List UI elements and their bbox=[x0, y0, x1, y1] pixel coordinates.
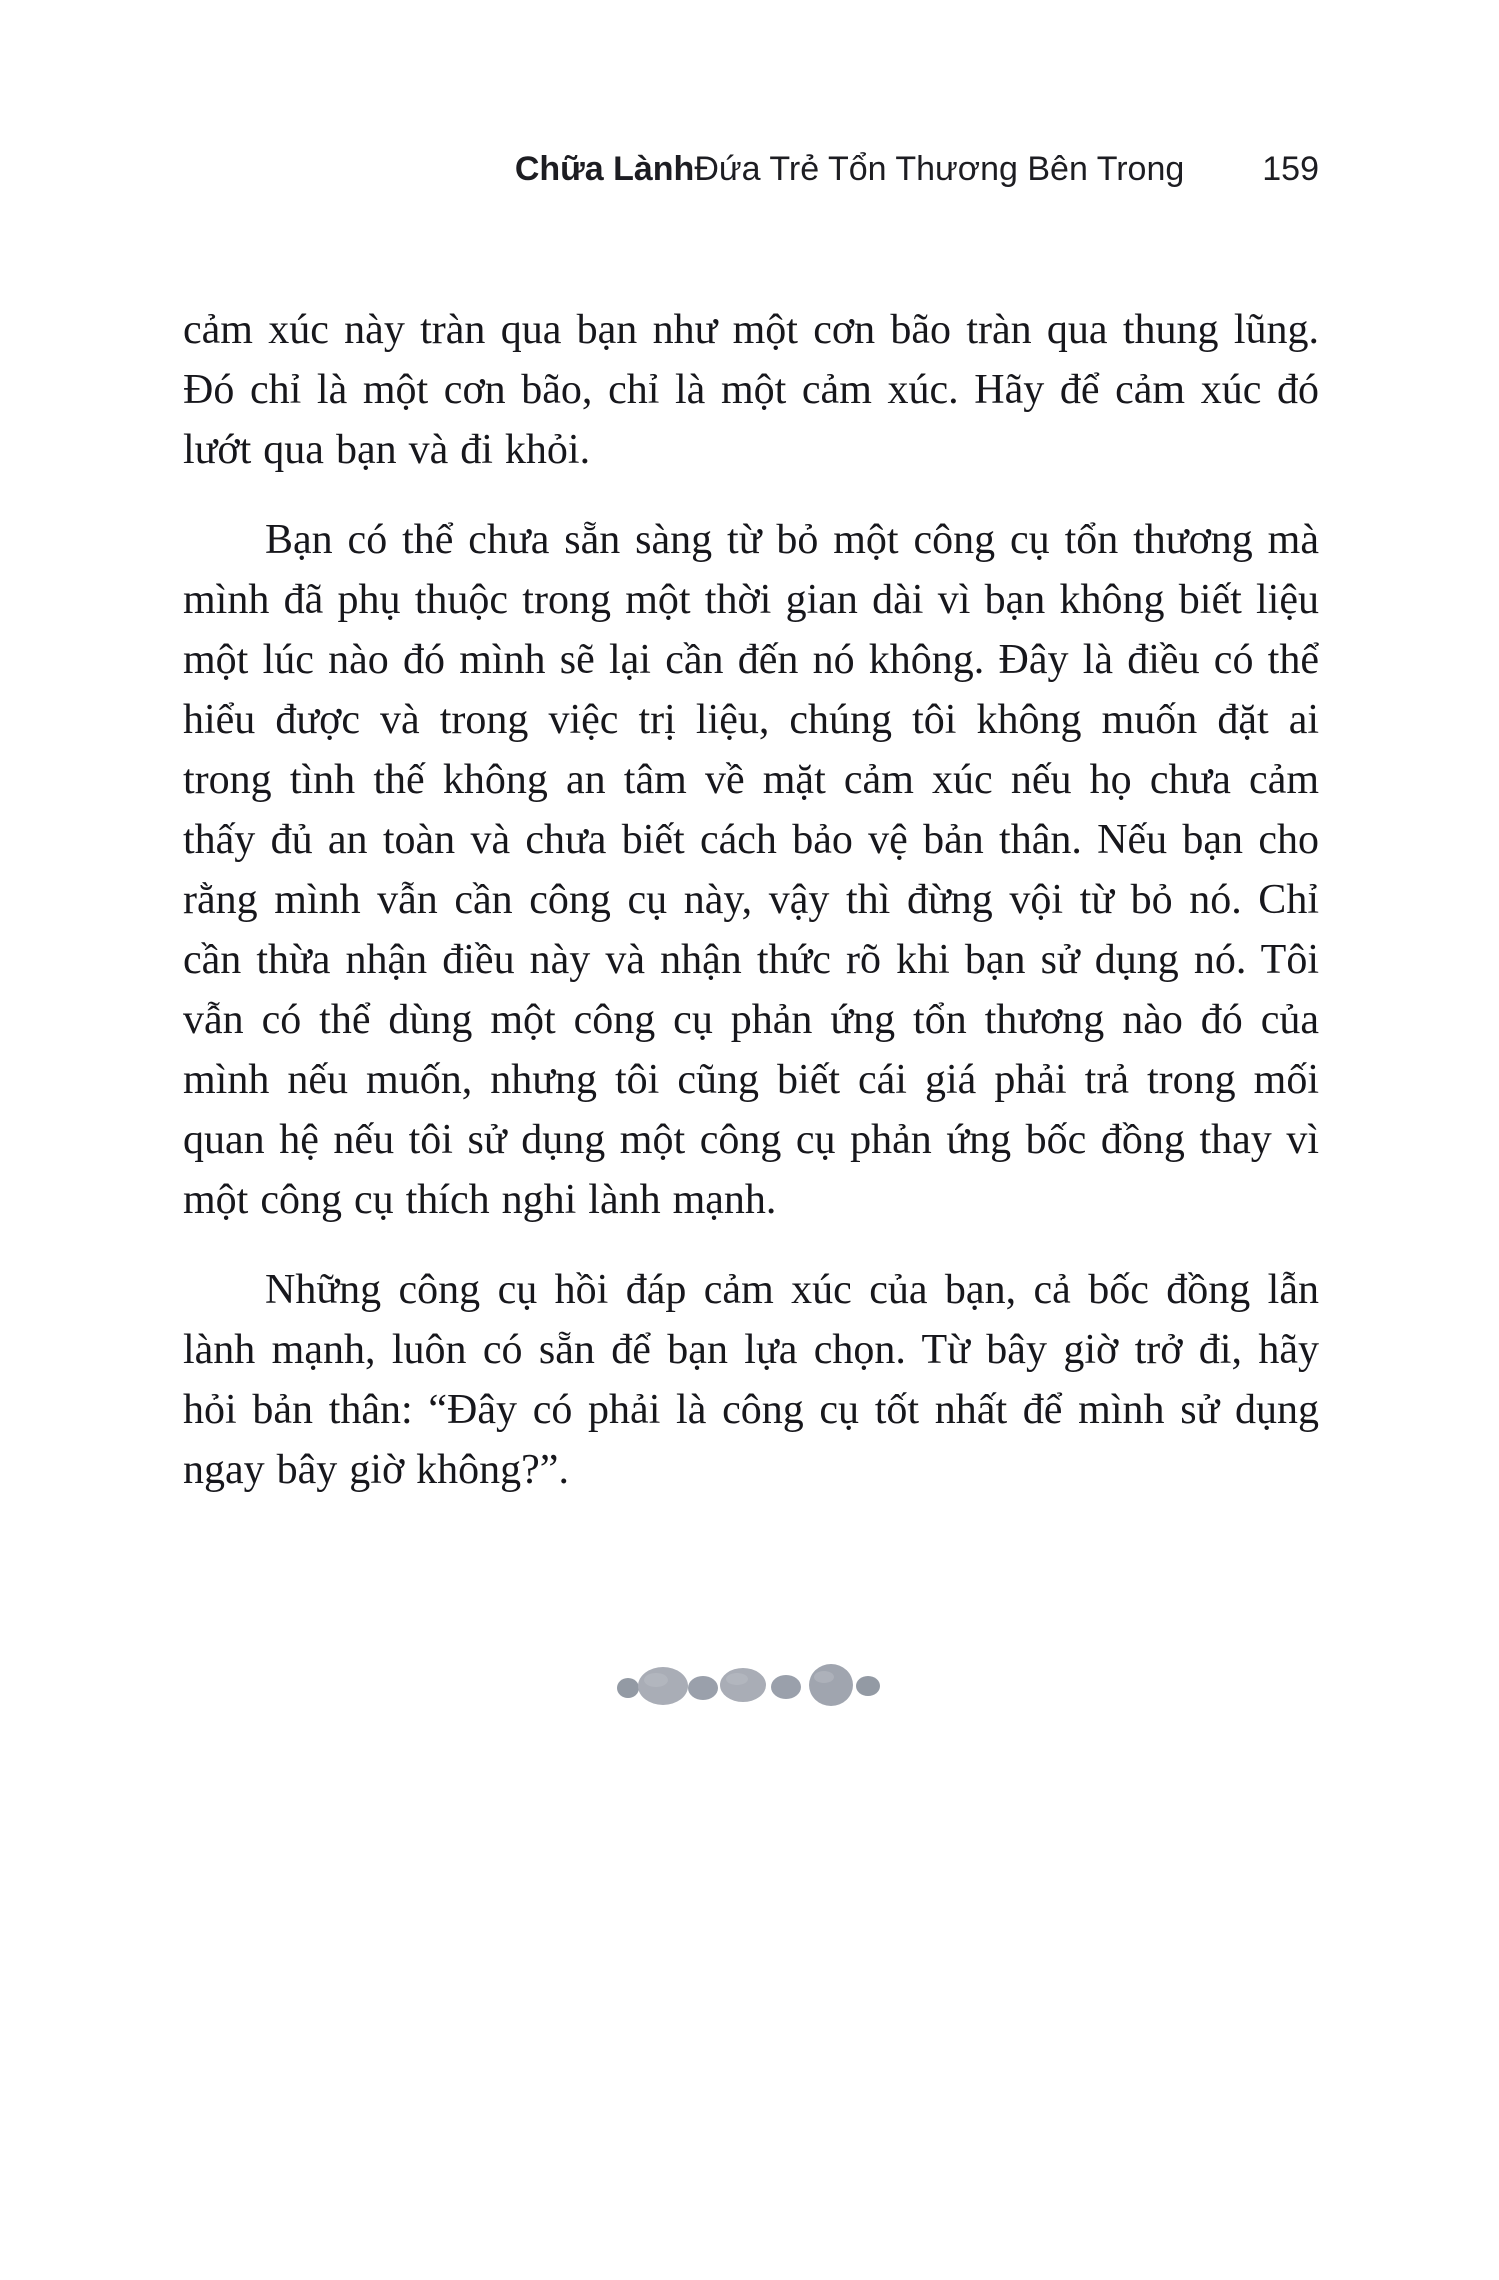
paragraph: cảm xúc này tràn qua bạn như một cơn bão tràn qua thung lũng. Đó chỉ là một cơn bão, chỉ là một cảm xúc. Hãy để cảm xúc đó lướt qua bạn và đi khỏi. bbox=[183, 307, 1319, 473]
pebble-small bbox=[856, 1676, 880, 1696]
pebble-large bbox=[720, 1668, 766, 1702]
pebble-highlight bbox=[814, 1671, 834, 1683]
pebble-highlight bbox=[644, 1673, 668, 1687]
pebble-medium bbox=[688, 1676, 718, 1700]
pebble-round bbox=[809, 1664, 853, 1706]
book-title-rest: Đứa Trẻ Tổn Thương Bên Trong bbox=[694, 150, 1185, 188]
pebble-highlight bbox=[726, 1673, 748, 1685]
book-title-bold: Chữa Lành bbox=[514, 150, 695, 188]
running-head bbox=[183, 146, 1319, 192]
paragraph: Những công cụ hồi đáp cảm xúc của bạn, cả bốc đồng lẫn lành mạnh, luôn có sẵn để bạn lựa chọn. Từ bây giờ trở đi, hãy hỏi bản thân: “Đây có phải là công cụ tốt nhất để mình sử dụng ngay bây giờ không?”. bbox=[183, 1267, 1319, 1493]
pebbles-divider-icon bbox=[614, 1660, 886, 1712]
page-number: 159 bbox=[1262, 150, 1319, 188]
pebble-large bbox=[638, 1667, 688, 1705]
body-text bbox=[183, 300, 1319, 1500]
pebble-medium bbox=[771, 1675, 801, 1699]
paragraph: Bạn có thể chưa sẵn sàng từ bỏ một công cụ tổn thương mà mình đã phụ thuộc trong một thời gian dài vì bạn không biết liệu một lúc nào đó mình sẽ lại cần đến nó không. Đây là điều có thể hiểu được và trong việc trị liệu, chúng tôi không muốn đặt ai trong tình thế không an tâm về mặt cảm xúc nếu họ chưa cảm thấy đủ an toàn và chưa biết cách bảo vệ bản thân. Nếu bạn cho rằng mình vẫn cần công cụ này, vậy thì đừng vội từ bỏ nó. Chỉ cần thừa nhận điều này và nhận thức rõ khi bạn sử dụng nó. Tôi vẫn có thể dùng một công cụ phản ứng tổn thương nào đó của mình nếu muốn, nhưng tôi cũng biết cái giá phải trả trong mối quan hệ nếu tôi sử dụng một công cụ phản ứng bốc đồng thay vì một công cụ thích nghi lành mạnh. bbox=[183, 517, 1319, 1223]
section-divider bbox=[0, 1660, 1499, 1712]
pebble-small bbox=[617, 1678, 639, 1698]
